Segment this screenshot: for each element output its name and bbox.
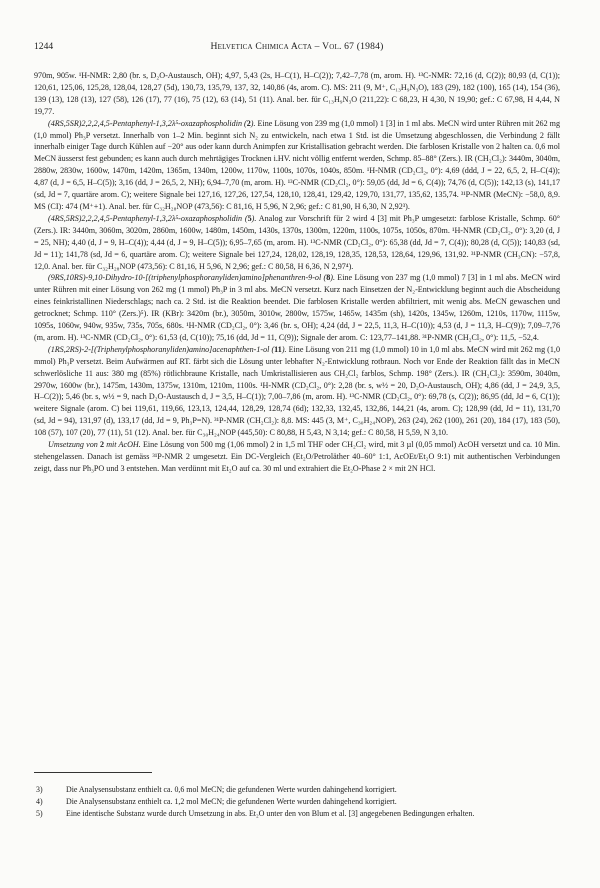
compound-number: 2 (99, 440, 105, 450)
experimental-text (34, 70, 560, 475)
compound-name-end: ). (281, 344, 287, 354)
footnote-4 (34, 796, 560, 807)
paragraph-text: Analog zur Vorschrift für 2 wird 4 [3] mit Ph₃P umgesetzt: farblose Kristalle, Schmp. 60° (Zers.). IR: 3440m, 3060m, 3020m, 2860m, 1600w, 1480m, 1450m, 1430s, 1370s, 1300m, 1220m, 1100s, 1075s, 1050s, 870m. ¹H-NMR (CD₂Cl₂, 0°): 3,20 (d, J = 25, NH); 4,40 (d, J = 9, H–C(4)); 4,44 (d, J = 9, H–C(5)); 6,95–7,65 (m, arom. H). ¹³C-NMR (CD₂Cl₂, 0°): 65,38 (dd, Jd = 7, C(4)); 80,28 (d, C(5)); 140,83 (sd, Jd = 11); 141,78 (sd, Jd = 6, quartäre arom. C); weitere Signale bei 127,24, 128,02, 128,19, 128,35, 128,53, 128,64, 129,96, 131,92. ³¹P-NMR (CH₃CN): −57,8, 12,0. Anal. ber. für C₃₂H₂₈NOP (473,56): C 81,16, H 5,96, N 2,96; gef.: C 80,58, H 6,36, N 2,97⁴). (34, 213, 560, 271)
footnote-text: Die Analysensubstanz enthielt ca. 0,6 mol MeCN; die gefundenen Werte wurden dahingehend korrigiert. (66, 785, 397, 794)
compound-number: 5 (247, 213, 252, 223)
paragraph-compound-5 (34, 213, 560, 273)
footnote-mark: 5) (36, 809, 43, 819)
paragraph-text: 970m, 905w. ¹H-NMR: 2,80 (br. s, D₂O-Austausch, OH); 4,97, 5,43 (2s, H–C(1), H–C(2)); 7,42–7,78 (m, arom. H). ¹³C-NMR: 72,16 (d, C(2)); 80,93 (d, C(1)); 120,61, 125,06, 125,28, 128,04, 128,27 (5d), 130,73, 135,79, 137, 32, 140,86 (4s, arom. C). MS: 211 (9, M⁺, C₁₃H₉N₃O), 183 (29), 182 (100), 165 (14), 154 (36), 139 (13), 128 (13), 127 (58), 126 (17), 77 (16), 75 (12), 63 (14), 51 (11). Anal. ber. für C₁₃H₉N₃O (211,22): C 68,23, H 4,30, N 19,90; gef.: C 67,98, H 4,44, N 19,77. (34, 71, 560, 116)
paragraph-compound-2 (34, 118, 560, 213)
footnote-divider (34, 772, 152, 773)
heading-text: Umsetzung von (48, 440, 100, 450)
compound-name: (9RS,10RS)-9,10-Dihydro-10-[(triphenylphosphoranyliden)amino]phenanthren-9-ol ( (48, 273, 327, 283)
heading-text-end: mit AcOH. (104, 440, 141, 450)
footnote-mark: 4) (36, 797, 43, 807)
running-header (34, 40, 560, 54)
footnote-text: Eine identische Substanz wurde durch Umsetzung in abs. Et₂O unter den von Blum et al. [3] angegebenen Bedingungen erhalten. (66, 809, 475, 819)
paragraph-acoh-reaction (34, 439, 560, 475)
compound-name-end: ). (330, 273, 335, 283)
compound-name: (1RS,2RS)-2-[(Triphenylphosphoranyliden)amino]acenaphthen-1-ol ( (48, 344, 275, 354)
compound-number: 11 (274, 344, 282, 354)
compound-heading (48, 345, 287, 354)
paragraph-continuation (34, 70, 560, 118)
compound-number: 8 (326, 273, 331, 283)
compound-name: (4RS,5RS)2,2,2,4,5-Pentaphenyl-1,3,2λ⁵-oxazaphospholidin ( (48, 213, 248, 223)
paragraph-text: Eine Lösung von 239 mg (1,0 mmol) 1 [3] in 1 ml abs. MeCN wird unter Rühren mit 262 mg (1,0 mmol) Ph₃P versetzt. Innerhalb von 1–2 Min. beginnt sich N₂ zu entwickeln, nach etwa 1 Std. ist die Umsetzung abgeschlossen, die Verbindung 2 fällt innerhalb einiger Tage durch Kühlen auf −20° aus oder kann durch Animpfen zur Kristallisation gebracht werden. Die farblosen Kristalle von 2 halten ca. 0,6 mol MeCN äusserst fest gebunden; es kann auch durch mehrtägiges Trocknen i.HV. nicht völlig entfernt werden, Schmp. 85–88° (Zers.). IR (CH₂Cl₂): 3440m, 3040m, 2880w, 2830w, 1600w, 1470m, 1420m, 1365m, 1340m, 1200w, 1170w, 1100s, 1070s, 1040s, 850m. ¹H-NMR (CD₂Cl₂, 0°): 4,69 (ddd, J = 22, 6,5, 2, H–C(4)); 4,87 (d, J = 6,5, H–C(5)); 3,16 (dd, J = 26,5, 2, NH); 6,94–7,70 (m, arom. H). ¹³C-NMR (CD₂Cl₂, 0°): 59,05 (dd, Jd = 6, C(4)); 74,76 (d, C(5)); 142,13 (s), 141,17 (sd, Jd = 7, quartäre arom. C); weitere Signale bei 127,16, 127,26, 127,54, 128,10, 128,41, 129,42, 129,70, 131,77, 135,62, 135,74. ³¹P-NMR (MeCN): −58,0, 8,9. MS (CI): 474 (M⁺+1). Anal. ber. für C₃₂H₂₈NOP (473,56): C 81,16, H 5,96, N 2,96; gef.: C 81,90, H 6,30, N 2,92³). (34, 118, 560, 211)
compound-number: 2 (246, 118, 251, 128)
running-title: Helvetica Chimica Acta – Vol. 67 (1984) (210, 41, 384, 52)
footnote-3 (34, 784, 560, 795)
compound-heading (48, 273, 335, 282)
footnotes (34, 784, 560, 821)
compound-heading (48, 214, 256, 223)
compound-name-end: ). (250, 118, 256, 128)
page-number: 1244 (34, 41, 54, 52)
paragraph-compound-11 (34, 344, 560, 439)
compound-heading (48, 119, 256, 128)
section-heading (48, 440, 141, 449)
paragraph-text: Eine Lösung von 237 mg (1,0 mmol) 7 [3] in 1 ml abs. MeCN wird unter Rühren mit einer Lösung von 262 mg (1 mmol) Ph₃P in 3 ml abs. MeCN versetzt. Kurz nach Einsetzen der N₂-Entwicklung beginnt auch die Abscheidung eines feinkristallinen Niederschlags; nach ca. 2 Std. ist die Reaktion beendet. Die farblosen Kristalle werden abfiltriert, mit wenig abs. MeCN gewaschen und getrocknet; Schmp. 110° (Zers.)⁵). IR (KBr): 3420m (br.), 3050m, 3010w, 2800w, 1575w, 1465w, 1435m (sh), 1420s, 1345w, 1260m, 1210s, 1170w, 1115w, 1095s, 1060w, 940w, 935w, 735s, 705s, 680s. ¹H-NMR (CD₂Cl₂, 0°): 3,46 (br. s, OH); 4,24 (dd, J = 22,5, 11,3, H–C(10)); 4,53 (d, J = 11,3, H–C(9)); 7,09–7,76 (m, arom. H). ¹³C-NMR (CD₂Cl₂, 0°): 61,53 (d, C(10)); 75,16 (dd, Jd = 11, C(9)); Signale der arom. C: 123,77–141,88. ³¹P-NMR (CH₂Cl₂, 0°): 11,5, −52,4. (34, 273, 560, 342)
footnote-mark: 3) (36, 785, 43, 794)
paragraph-text: Eine Lösung von 500 mg (1,06 mmol) 2 in 1,5 ml THF oder CH₂Cl₂ wird, mit 3 µl (0,05 mmol) AcOH versetzt und ca. 10 Min. stehengelassen. Danach ist gemäss ³¹P-NMR 2 umgesetzt. Ein DC-Vergleich (Et₂O/Petroläther 40–60° 1:1, AcOEt/Et₂O 9:1) mit authentischen Verbindungen zeigt, dass nur Ph₃PO und 3 entstehen. Man verdünnt mit Et₂O auf ca. 30 ml und extrahiert die Et₂O-Phase 2 × mit 2N HCl. (34, 440, 560, 473)
footnote-5 (34, 808, 560, 819)
compound-name: (4RS,5SR)2,2,2,4,5-Pentaphenyl-1,3,2λ⁵-oxazaphospholidin ( (48, 118, 247, 128)
footnote-text: Die Analysensubstanz enthielt ca. 1,2 mol MeCN; die gefundenen Werte wurden dahingehend korrigiert. (66, 797, 397, 807)
paragraph-text: Eine Lösung von 211 mg (1,0 mmol) 10 in 1,0 ml abs. MeCN wird mit 262 mg (1,0 mmol) Ph₃P versetzt. Beim Aufwärmen auf RT. färbt sich die Lösung unter lebhafter N₂-Entwicklung rotbraun. Noch vor Ende der Reaktion fällt das in MeCN schwerlösliche 11 aus: 380 mg (85%) rötlichbraune Kristalle, nach Umkristallisieren aus CH₂Cl₂ farblos, Schmp. 198° (Zers.). IR (CH₂Cl₂): 3590m, 3040m, 2970w, 1600w (br.), 1475m, 1430m, 1375w, 1310m, 1210m, 1100s. ¹H-NMR (CD₂Cl₂, 0°): 2,28 (br. s, w½ = 20, D₂O-Austausch, OH); 4,86 (dd, J = 24,9, 3,5, H–C(2)); 5,46 (br. s, w½ = 9, nach D₂O-Austausch d, J = 3,5, H–C(1)); 7,00–7,86 (m, arom. H). ¹³C-NMR (CD₂Cl₂, 0°): 69,78 (s, C(2)); 86,95 (dd, Jd = 6, C(1)); weitere Signale (arom. C) bei 119,61, 119,66, 123,13, 124,44, 128,29, 128,74 (6d); 132,33, 132,45, 132,86, 144,21 (4s, arom. C); 128,99 (dd, Jd = 11), 131,70 (sd, Jd = 94), 131,97 (d), 133,17 (dd, Jd = 9, Ph₃P=N). ³¹P-NMR (CH₂Cl₂): 8,8. MS: 445 (3, M⁺, C₃₀H₂₄NOP), 263 (24), 262 (100), 261 (20), 184 (17), 183 (50), 108 (57), 107 (20), 77 (11), 51 (12). Anal. ber. für C₃₀H₂₄NOP (445,50): C 80,88, H 5,43, N 3,14; gef.: C 80,58, H 5,59, N 3,10. (34, 344, 560, 438)
compound-name-end: ). (251, 213, 257, 223)
paragraph-compound-8 (34, 272, 560, 343)
